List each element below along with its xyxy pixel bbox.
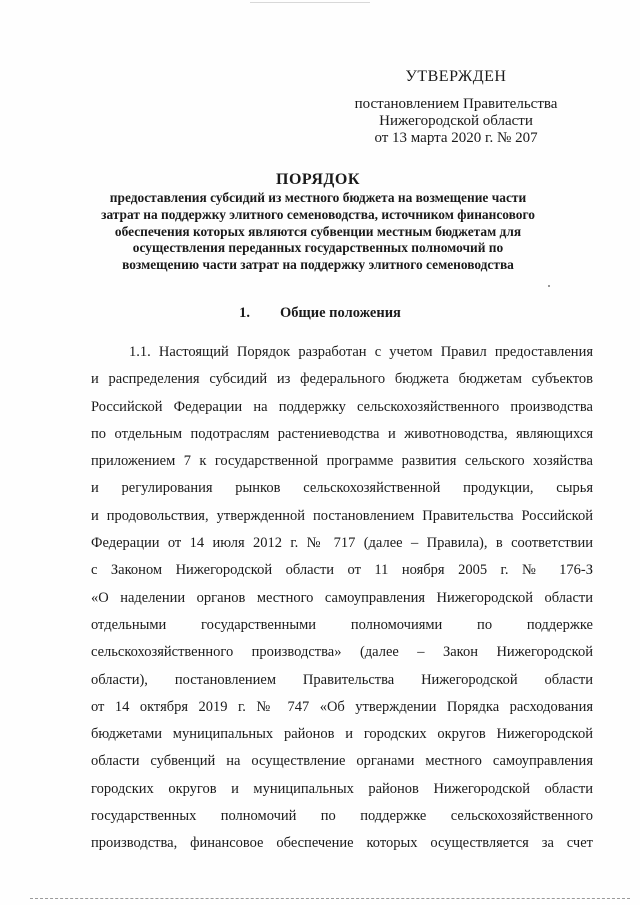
- document-title: ПОРЯДОК: [276, 171, 360, 188]
- paragraph-line: от 14 октября 2019 г. № 747 «Об утверждении Порядка расходования: [91, 698, 593, 715]
- paragraph-line: Российской Федерации на поддержку сельскохозяйственного производства: [91, 398, 593, 415]
- paragraph-line: и продовольствия, утвержденной постановлением Правительства Российской: [91, 507, 593, 524]
- paragraph-line: государственных полномочий по поддержке сельскохозяйственного: [91, 808, 593, 825]
- paragraph-line: и распределения субсидий из федерального бюджета бюджетам субъектов: [91, 371, 593, 388]
- paragraph-line: и регулирования рынков сельскохозяйственной продукции, сырья: [91, 480, 593, 497]
- paragraph-line: бюджетами муниципальных районов и городских округов Нижегородской: [91, 726, 593, 743]
- paragraph-line: «О наделении органов местного самоуправления Нижегородской области: [91, 589, 593, 606]
- section-heading: [0, 304, 640, 322]
- approval-heading: УТВЕРЖДЕН: [405, 68, 507, 85]
- paragraph-line: 1.1. Настоящий Порядок разработан с учетом Правил предоставления: [129, 344, 593, 360]
- paragraph-line: отдельными государственными полномочиями по поддержке: [91, 616, 593, 633]
- scan-artifact-top: [250, 2, 370, 3]
- paragraph-line: с Законом Нижегородской области от 11 ноября 2005 г. № 176-З: [91, 562, 593, 579]
- approval-line: Нижегородской области: [379, 113, 533, 129]
- document-title-block: [90, 170, 546, 274]
- approval-line: от 13 марта 2020 г. № 207: [374, 130, 538, 146]
- paragraph-line: городских округов и муниципальных районов Нижегородской области: [91, 780, 593, 797]
- paragraph-line: области субвенций на осуществление органами местного самоуправления: [91, 753, 593, 770]
- scan-speck: [548, 285, 550, 287]
- approval-stamp: [341, 68, 571, 147]
- document-subtitle-line: обеспечения которых являются субвенции местным бюджетам для: [114, 223, 522, 239]
- paragraph-line: области), постановлением Правительства Нижегородской области: [91, 671, 593, 688]
- section-number: 1.: [239, 305, 250, 321]
- document-subtitle-line: осуществления переданных государственных полномочий по: [132, 240, 504, 256]
- paragraph-line: приложением 7 к государственной программе развития сельского хозяйства: [91, 453, 593, 470]
- section-title: Общие положения: [279, 305, 401, 321]
- paragraph-line: по отдельным подотраслям растениеводства и животноводства, являющихся: [91, 425, 593, 442]
- paragraph-line: производства, финансовое обеспечение которых осуществляется за счет: [91, 835, 593, 852]
- document-subtitle-line: возмещению части затрат на поддержку элитного семеноводства: [122, 257, 514, 273]
- paragraph-1-1: [91, 339, 593, 858]
- paragraph-line: сельскохозяйственного производства» (далее – Закон Нижегородской: [91, 644, 593, 661]
- approval-line: постановлением Правительства: [354, 96, 558, 112]
- scan-artifact-bottom: [30, 898, 630, 899]
- paragraph-line: Федерации от 14 июля 2012 г. № 717 (далее – Правила), в соответствии: [91, 535, 593, 552]
- document-subtitle-line: предоставления субсидий из местного бюджета на возмещение части: [109, 190, 527, 205]
- document-subtitle-line: затрат на поддержку элитного семеноводства, источником финансового: [101, 206, 535, 222]
